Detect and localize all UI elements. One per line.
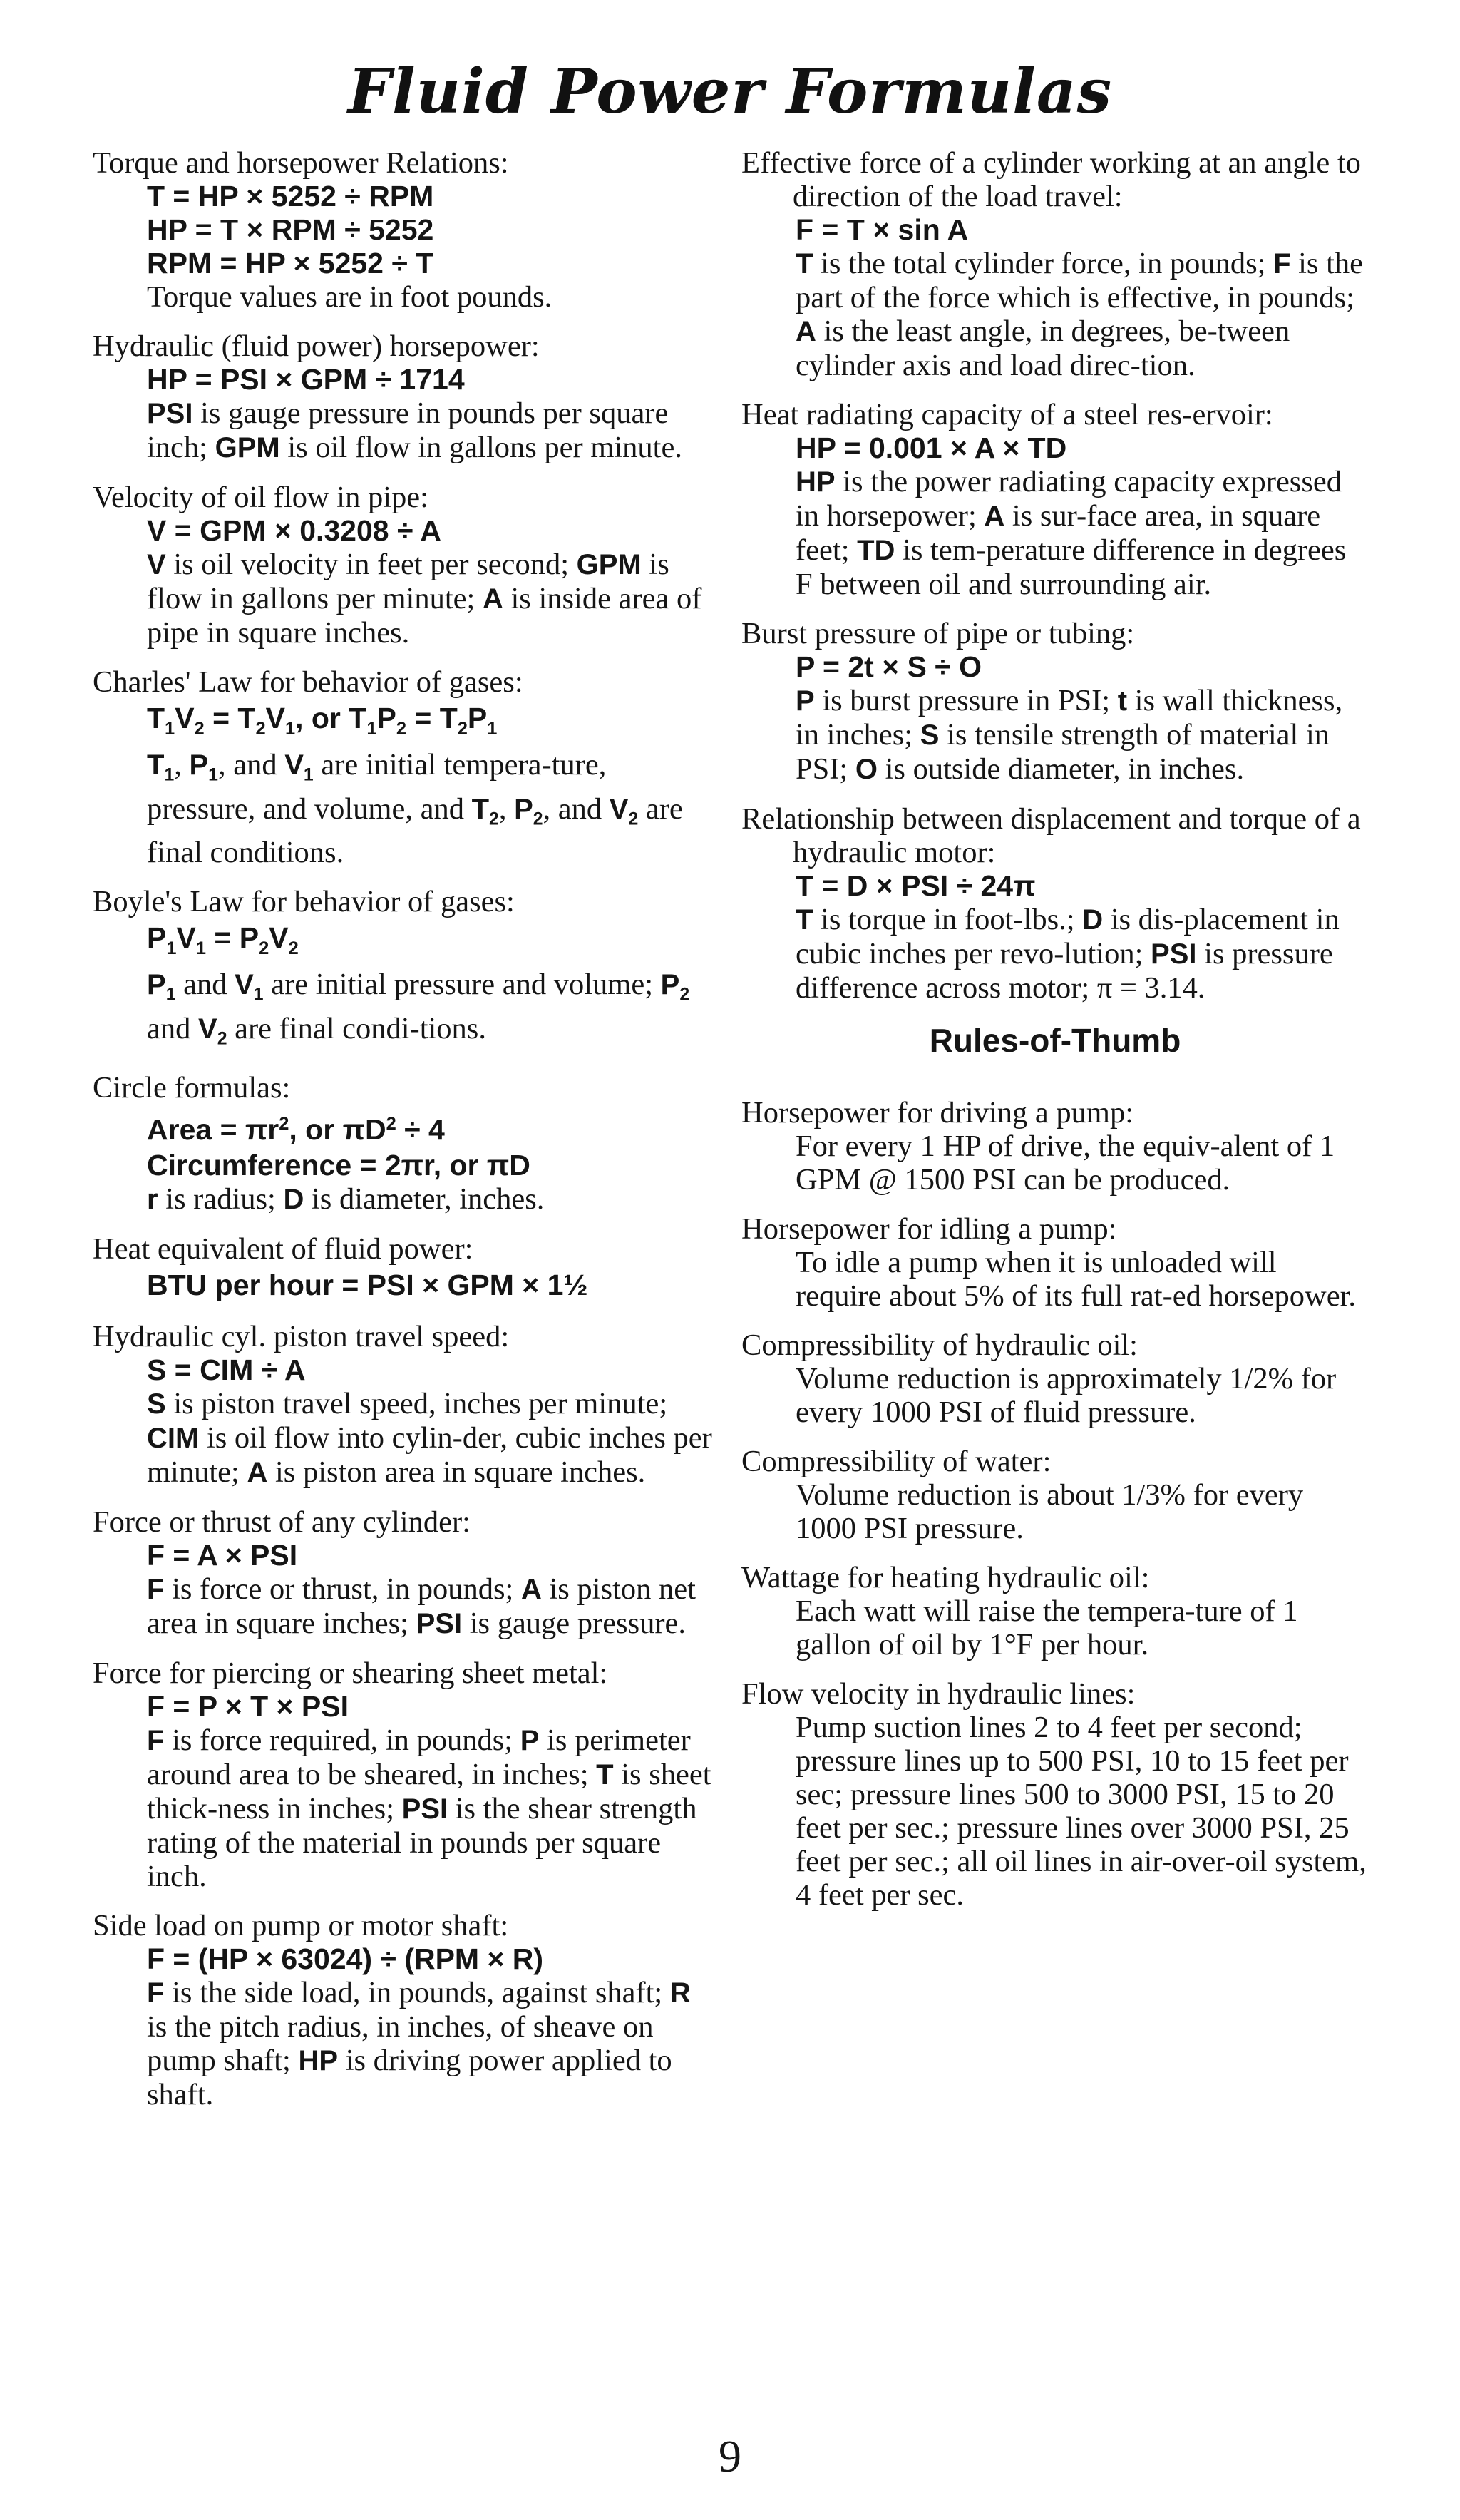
description: HP is the power radiating capacity expressed in horsepower; A is sur-face area, in square feet; TD is tem-perature difference in degrees F between oil and surrounding air. xyxy=(796,465,1347,601)
formula: RPM = HP × 5252 ÷ T xyxy=(147,247,434,280)
formula: P = 2t × S ÷ O xyxy=(796,650,982,683)
formula: HP = PSI × GPM ÷ 1714 xyxy=(147,363,465,396)
left-column xyxy=(93,146,713,2127)
reservoir-heat-section xyxy=(741,398,1369,601)
shearing-force-section xyxy=(93,1656,713,1893)
formula: F = T × sin A xyxy=(796,213,969,246)
side-load-section xyxy=(93,1909,713,2111)
description: F is the side load, in pounds, against shaft; R is the pitch radius, in inches, of sheave on pump shaft; HP is driving power applied to shaft. xyxy=(147,1976,691,2112)
section-heading: Compressibility of hydraulic oil: xyxy=(741,1328,1138,1362)
rule-heating-wattage xyxy=(741,1561,1369,1661)
formula: F = (HP × 63024) ÷ (RPM × R) xyxy=(147,1942,544,1976)
formula: $P_1V_1 = P_2V_2$ xyxy=(147,921,299,959)
charles-law-section xyxy=(93,665,713,869)
piston-speed-section xyxy=(93,1320,713,1490)
formula: Area = $\pi r^2$, or $\pi D^2 \div 4$ xyxy=(147,1113,445,1147)
section-heading: Wattage for heating hydraulic oil: xyxy=(741,1561,1150,1594)
page-title: Fluid Power Formulas xyxy=(347,56,1113,128)
oil-velocity-section xyxy=(93,481,713,650)
description: T is torque in foot-lbs.; D is dis-placement in cubic inches per revo-lution; PSI is pressure difference across motor; π = 3.14. xyxy=(796,903,1340,1005)
formula: F = P × T × PSI xyxy=(147,1690,349,1723)
section-heading: Effective force of a cylinder working at an angle to direction of the load travel: xyxy=(741,146,1361,213)
section-heading: Force or thrust of any cylinder: xyxy=(93,1505,471,1540)
cylinder-force-section xyxy=(93,1505,713,1641)
rule-driving-pump xyxy=(741,1096,1369,1197)
description: r is radius; D is diameter, inches. xyxy=(147,1182,545,1217)
section-heading: Heat equivalent of fluid power: xyxy=(93,1232,473,1266)
formula: HP = T × RPM ÷ 5252 xyxy=(147,213,434,246)
section-heading: Circle formulas: xyxy=(93,1071,291,1105)
burst-pressure-section xyxy=(741,617,1369,787)
section-heading: Horsepower for idling a pump: xyxy=(741,1212,1117,1246)
section-heading: Relationship between displacement and torque of a hydraulic motor: xyxy=(741,802,1361,869)
heat-equivalent-section xyxy=(93,1232,713,1304)
section-heading: Side load on pump or motor shaft: xyxy=(93,1909,509,1943)
right-column xyxy=(741,146,1369,1927)
description: F is force required, in pounds; P is perimeter around area to be sheared, in inches; T is sheet thick-ness in inches; PSI is the shear strength rating of the material in pounds per square inch. xyxy=(147,1723,711,1894)
section-heading: Torque and horsepower Relations: xyxy=(93,146,509,180)
rules-of-thumb-heading: Rules-of-Thumb xyxy=(929,1022,1181,1059)
rule-water-compressibility xyxy=(741,1445,1369,1545)
description: For every 1 HP of drive, the equiv-alent of 1 GPM @ 1500 PSI can be produced. xyxy=(796,1130,1335,1197)
section-heading: Force for piercing or shearing sheet metal: xyxy=(93,1656,608,1691)
description: P is burst pressure in PSI; t is wall thickness, in inches; S is tensile strength of material in PSI; O is outside diameter, in inches. xyxy=(796,684,1343,786)
description: Pump suction lines 2 to 4 feet per second; pressure lines up to 500 PSI, 10 to 15 feet per sec; pressure lines 500 to 3000 PSI, 15 to 20 feet per sec.; pressure lines over 3000 PSI, 25 feet per sec.; all oil lines in air-over-oil system, 4 feet per sec. xyxy=(796,1711,1367,1912)
formula: $T_1V_2 = T_2V_1$, or $T_1P_2 = T_2P_1$ xyxy=(147,702,498,739)
rule-idling-pump xyxy=(741,1212,1369,1313)
formula: Circumference = 2πr, or πD xyxy=(147,1149,530,1182)
formula: BTU per hour = PSI × GPM × 1½ xyxy=(147,1269,588,1302)
section-heading: Boyle's Law for behavior of gases: xyxy=(93,885,515,919)
torque-horsepower-section xyxy=(93,146,713,314)
section-heading: Hydraulic cyl. piston travel speed: xyxy=(93,1320,510,1354)
motor-torque-section xyxy=(741,802,1369,1005)
section-heading: Flow velocity in hydraulic lines: xyxy=(741,1677,1136,1711)
formula: T = D × PSI ÷ 24π xyxy=(796,869,1036,902)
page-number: 9 xyxy=(719,2431,741,2481)
section-heading: Compressibility of water: xyxy=(741,1445,1052,1478)
description: $T_1$, $P_1$, and $V_1$ are initial tempera-ture, pressure, and volume, and $T_2$, $P_2$, and $V_2$ are final conditions. xyxy=(147,747,683,870)
rule-flow-velocity xyxy=(741,1677,1369,1912)
description: To idle a pump when it is unloaded will require about 5% of its full rat-ed horsepower. xyxy=(796,1246,1357,1313)
section-heading: Heat radiating capacity of a steel res-ervoir: xyxy=(741,398,1273,431)
formula: S = CIM ÷ A xyxy=(147,1353,306,1387)
formula: V = GPM × 0.3208 ÷ A xyxy=(147,514,441,547)
description: F is force or thrust, in pounds; A is piston net area in square inches; PSI is gauge pressure. xyxy=(147,1572,696,1641)
section-heading: Hydraulic (fluid power) horsepower: xyxy=(93,329,540,363)
rule-oil-compressibility xyxy=(741,1328,1369,1429)
hydraulic-horsepower-section xyxy=(93,329,713,465)
section-heading: Charles' Law for behavior of gases: xyxy=(93,665,523,699)
circle-formulas-section xyxy=(93,1071,713,1217)
description: Volume reduction is about 1/3% for every 1000 PSI pressure. xyxy=(796,1478,1304,1545)
section-heading: Burst pressure of pipe or tubing: xyxy=(741,617,1135,650)
description: S is piston travel speed, inches per minute; CIM is oil flow into cylin-der, cubic inches per minute; A is piston area in square inches. xyxy=(147,1387,712,1490)
boyles-law-section xyxy=(93,885,713,1055)
description: $P_1$ and $V_1$ are initial pressure and volume; $P_2$ and $V_2$ are final condi-tions. xyxy=(147,968,690,1049)
description: V is oil velocity in feet per second; GPM is flow in gallons per minute; A is inside area of pipe in square inches. xyxy=(147,548,702,650)
formula: F = A × PSI xyxy=(147,1539,298,1572)
section-heading: Velocity of oil flow in pipe: xyxy=(93,481,428,514)
formula: T = HP × 5252 ÷ RPM xyxy=(147,180,434,212)
angled-cylinder-section xyxy=(741,146,1369,382)
formula: HP = 0.001 × A × TD xyxy=(796,431,1067,464)
section-heading: Horsepower for driving a pump: xyxy=(741,1096,1134,1130)
description: Torque values are in foot pounds. xyxy=(147,280,552,314)
description: PSI is gauge pressure in pounds per square inch; GPM is oil flow in gallons per minute. xyxy=(147,396,682,464)
description: Each watt will raise the tempera-ture of 1 gallon of oil by 1°F per hour. xyxy=(796,1594,1298,1661)
description: Volume reduction is approximately 1/2% for every 1000 PSI of fluid pressure. xyxy=(796,1362,1337,1429)
description: T is the total cylinder force, in pounds; F is the part of the force which is effective, in pounds; A is the least angle, in degrees, be-tween cylinder axis and load direc-tion. xyxy=(796,247,1364,382)
